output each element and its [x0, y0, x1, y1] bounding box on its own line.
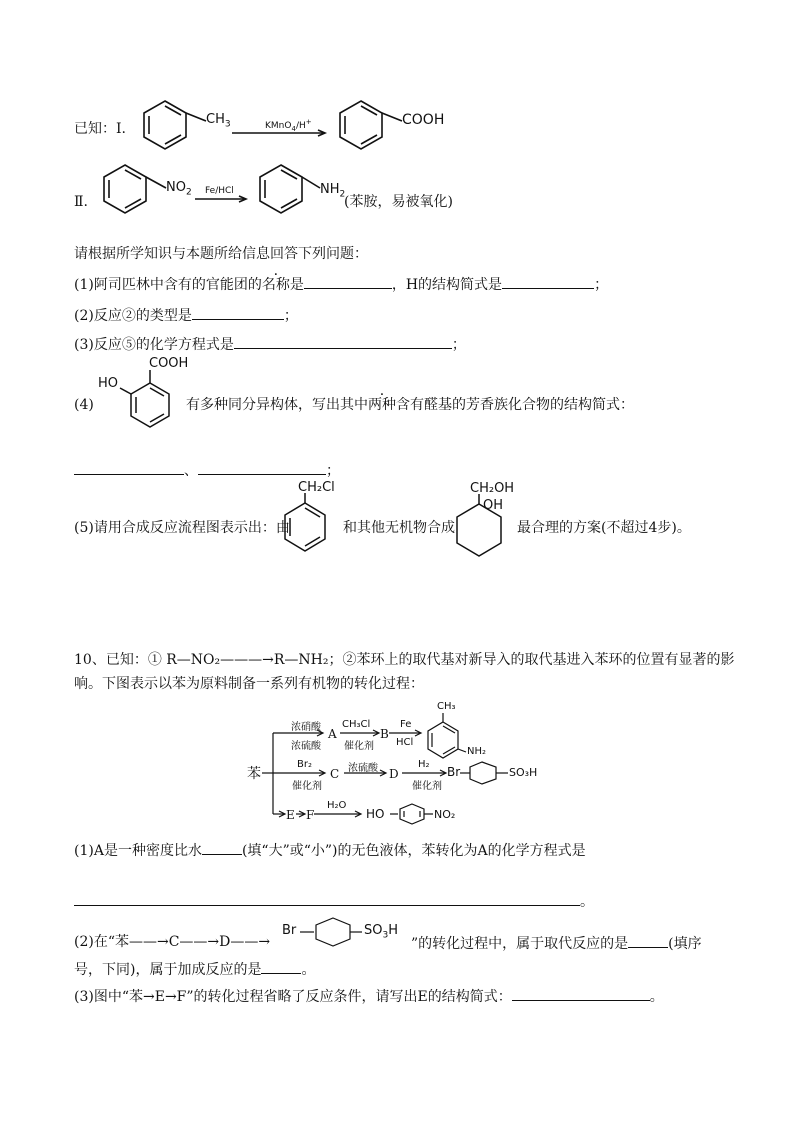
answer-blank-s2a[interactable]	[628, 933, 668, 948]
q4-number: (4)	[74, 397, 94, 413]
benzene-start: 苯	[247, 766, 261, 782]
question-4-text: 有多种同分异构体，写出其中两种含有醛基的芳香族化合物的结构简式：	[186, 397, 634, 413]
r3-top: H₂O	[327, 800, 347, 811]
aniline-note: (苯胺，易被氧化)	[344, 194, 453, 210]
fe-hcl-reagent: Fe/HCl	[205, 186, 234, 196]
question-5-c: 最合理的方案(不超过4步)。	[517, 520, 691, 536]
ch3-label: $CH_3$	[206, 112, 231, 130]
known-label: 已知：	[74, 121, 116, 137]
q4-cooh: COOH	[149, 356, 189, 371]
sub-question-1-line: 。	[74, 891, 594, 911]
compound-b: B	[380, 727, 389, 741]
r2c-top: H₂	[418, 759, 430, 770]
sub-question-1: (1)A是一种密度比水 (填“大”或“小”)的无色液体，苯转化为A的化学方程式是	[74, 840, 586, 860]
sub-question-2-a: (2)在“苯——→C——→D——→	[74, 934, 271, 950]
cooh-label: COOH	[402, 112, 445, 128]
question-1: (1)阿司匹林中含有的官能团的名称是 ，H的结构简式是 ；	[74, 274, 608, 294]
sub-question-2-b: ”的转化过程中，属于取代反应的是 (填序	[411, 933, 702, 953]
br-label-2: Br	[282, 923, 297, 938]
r1c-top: Fe	[400, 719, 412, 730]
question-3: (3)反应⑤的化学方程式是 ；	[74, 334, 466, 354]
r2c-bot: 催化剂	[412, 781, 442, 792]
question-2: (2)反应②的类型是 ；	[74, 305, 298, 325]
answer-blank-s2b[interactable]	[261, 959, 301, 974]
emphasis-name: 名称	[261, 277, 290, 293]
r2-bot: 催化剂	[292, 781, 322, 792]
kmno4-reagent: KMnO$_4$/H+	[265, 118, 312, 133]
compound-e: E	[286, 808, 295, 822]
ch2cl-label: CH₂Cl	[298, 480, 335, 495]
compound-c: C	[330, 767, 340, 781]
known-i-label: Ⅰ.	[116, 121, 126, 137]
q10-line1: 10、已知：① R—NO₂———→R—NH₂；②苯环上的取代基对新导入的取代基进入苯环的位置有显著的影	[74, 652, 735, 668]
r2b-top: 浓硫酸	[348, 763, 378, 774]
nh2-substituent: NH₂	[467, 746, 487, 757]
r1c-bot: HCl	[396, 737, 414, 748]
q4-ho: HO	[98, 376, 119, 391]
br-label: Br	[447, 765, 461, 779]
compound-a: A	[328, 727, 337, 741]
ho-label: HO	[366, 807, 385, 821]
no2-label: $NO_2$	[166, 180, 192, 198]
emphasis-two: 两种	[368, 397, 396, 413]
ch2oh-label: CH₂OH	[470, 481, 515, 496]
r1-top: 浓硝酸	[291, 722, 321, 733]
answer-blank-s3[interactable]	[512, 986, 650, 1001]
q10-line2: 响。下图表示以苯为原料制备一系列有机物的转化过程：	[74, 676, 424, 692]
known-ii-label: Ⅱ.	[74, 194, 88, 210]
question-5-b: 和其他无机物合成	[343, 520, 455, 536]
nh2-label: $NH_2$	[320, 182, 346, 200]
compound-f: F	[306, 808, 315, 822]
so3h-label: SO₃H	[509, 766, 538, 779]
question-4-answers: 、 ；	[74, 460, 340, 480]
question-5-a: (5)请用合成反应流程图表示出：由	[74, 520, 290, 536]
ch3-substituent: CH₃	[437, 701, 456, 712]
so3h-label-2: $SO_3H$	[364, 923, 398, 941]
intro-text: 请根据所学知识与本题所给信息回答下列问题：	[74, 246, 368, 262]
no2-substituent: NO₂	[434, 808, 456, 821]
sub-question-2-c: 号，下同)，属于加成反应的是 。	[74, 959, 315, 979]
r1b-bot: 催化剂	[344, 741, 374, 752]
r1b-top: CH₃Cl	[342, 719, 371, 730]
oh-label: OH	[483, 498, 504, 513]
sub-question-3: (3)图中“苯→E→F”的转化过程省略了反应条件，请写出E的结构简式： 。	[74, 986, 664, 1006]
r2-top: Br₂	[297, 759, 312, 770]
r1-bot: 浓硫酸	[291, 741, 321, 752]
compound-d: D	[389, 767, 399, 781]
